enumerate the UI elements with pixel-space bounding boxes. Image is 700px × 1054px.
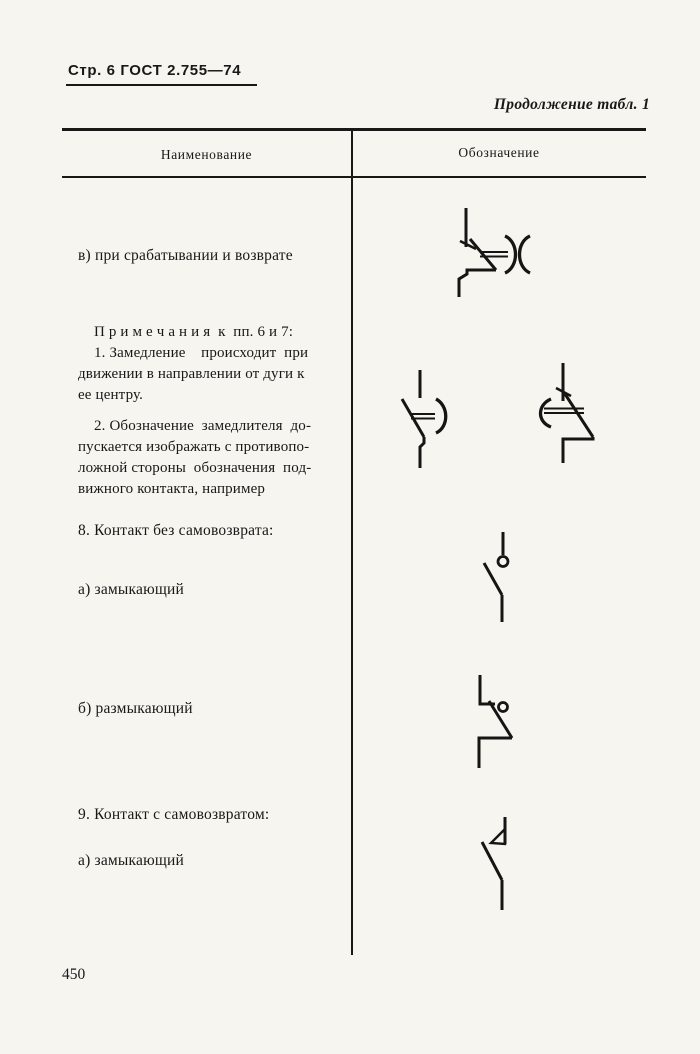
note2-line: пускается изображать с противопо- [78,439,310,455]
row-8a-label: а) замыкающий [78,581,185,598]
row-8-label: 8. Контакт без самовозврата: [78,522,274,539]
notes-block [78,322,364,500]
contact-delay-on-operate-and-release-icon [445,200,545,300]
notes-heading: П р и м е ч а н и я к пп. 6 и 7: [94,324,294,340]
note2-line: 2. Обозначение замедлителя до- [94,418,312,434]
contact-delay-arc-left-side-icon [520,360,610,475]
page-number: 450 [62,966,86,983]
column-header-designation: Обозначение [458,145,540,160]
note2-line: вижного контакта, например [78,481,266,497]
page-header-left: Стр. 6 ГОСТ 2.755—74 [66,62,257,86]
contact-make-without-self-return-icon [455,525,535,635]
note1-line: движении в направлении от дуги к [78,366,305,382]
column-header-name: Наименование [160,147,253,162]
row-8b-label: б) размыкающий [78,700,193,717]
row-9-label: 9. Контакт с самовозвратом: [78,806,270,823]
note1-line: ее центру. [78,387,144,403]
notes-gap [78,406,364,416]
table-continuation-caption: Продолжение табл. 1 [493,96,650,113]
table-top-rule [62,128,646,131]
note1-line: 1. Замедление происходит при [94,345,309,361]
contact-delay-arc-right-side-icon [390,365,480,475]
note2-line: ложной стороны обозначения под- [78,460,312,476]
row-9a-label: а) замыкающий [78,852,185,869]
table-column-divider [351,128,353,955]
contact-make-with-self-return-icon [450,808,530,918]
table-header-rule [62,176,646,178]
row-v-label: в) при срабатывании и возврате [78,247,293,264]
contact-break-without-self-return-icon [450,668,530,778]
